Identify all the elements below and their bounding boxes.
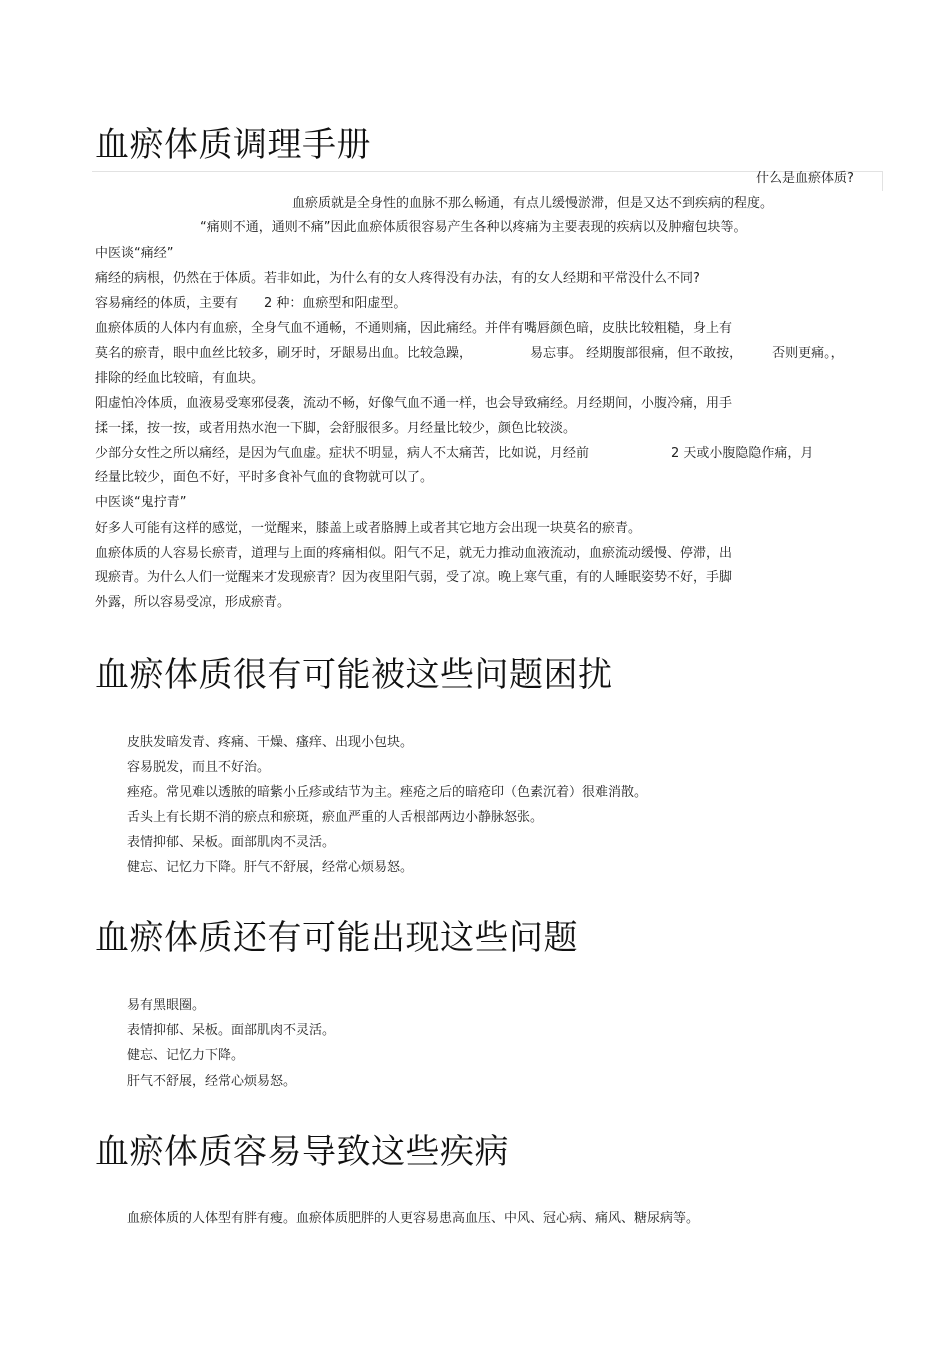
trouble-item: 痤疮。常见难以透脓的暗紫小丘疹或结节为主。痤疮之后的暗疮印（色素沉着）很难消散。 — [127, 785, 648, 800]
dysmenorrhea-paragraph-2-part-a: 容易痛经的体质，主要有 — [95, 296, 239, 311]
intro-definition: 血瘀质就是全身性的血脉不那么畅通，有点儿缓慢淤滞，但是又达不到疾病的程度。 — [292, 196, 774, 211]
bruise-paragraph-2-line-2: 现瘀青。为什么人们一觉醒来才发现瘀青？因为夜里阳气弱，受了凉。晚上寒气重，有的人睡眠姿势不好，手脚 — [95, 570, 733, 585]
problem-item: 易有黑眼圈。 — [127, 998, 206, 1013]
trouble-item: 表情抑郁、呆板。面部肌肉不灵活。 — [127, 835, 336, 850]
section-title-troubles: 血瘀体质很有可能被这些问题困扰 — [95, 655, 613, 695]
page-title: 血瘀体质调理手册 — [95, 125, 371, 165]
dysmenorrhea-paragraph-3-line-2-part-c: 否则更痛。， — [772, 346, 844, 361]
dysmenorrhea-paragraph-3-line-3: 排除的经血比较暗，有血块。 — [95, 371, 265, 386]
dysmenorrhea-paragraph-5-line-1 — [95, 445, 813, 463]
trouble-item: 容易脱发，而且不好治。 — [127, 760, 271, 775]
intro-question: 什么是血瘀体质? — [756, 171, 854, 186]
intro-pain-saying: “痛则不通，通则不痛”因此血瘀体质很容易产生各种以疼痛为主要表现的疾病以及肿瘤包块等。 — [200, 220, 747, 235]
dysmenorrhea-paragraph-3-line-2-part-b: 易忘事。 经期腹部很痛，但不敢按， — [530, 346, 743, 361]
dysmenorrhea-paragraph-2 — [95, 295, 406, 313]
problem-item: 表情抑郁、呆板。面部肌肉不灵活。 — [127, 1023, 336, 1038]
dysmenorrhea-paragraph-5-line-1-part-b: 2 天或小腹隐隐作痛，月 — [671, 446, 814, 461]
dysmenorrhea-paragraph-5-line-1-part-a: 少部分女性之所以痛经，是因为气血虚。症状不明显，病人不太痛苦，比如说，月经前 — [95, 446, 590, 461]
section-title-diseases: 血瘀体质容易导致这些疾病 — [95, 1132, 509, 1172]
bruise-paragraph-2-line-3: 外露，所以容易受凉，形成瘀青。 — [95, 595, 291, 610]
dysmenorrhea-paragraph-4-line-1: 阳虚怕冷体质，血液易受寒邪侵袭，流动不畅，好像气血不通一样，也会导致痛经。月经期间，小腹冷痛，用手 — [95, 396, 733, 411]
section-title-possible-problems: 血瘀体质还有可能出现这些问题 — [95, 918, 578, 958]
dysmenorrhea-paragraph-3-line-2 — [95, 345, 844, 363]
trouble-item: 皮肤发暗发青、疼痛、干燥、瘙痒、出现小包块。 — [127, 735, 414, 750]
trouble-item: 健忘、记忆力下降。肝气不舒展，经常心烦易怒。 — [127, 860, 414, 875]
problem-item: 肝气不舒展，经常心烦易怒。 — [127, 1074, 297, 1089]
bruise-paragraph-2-line-1: 血瘀体质的人容易长瘀青，道理与上面的疼痛相似。阳气不足，就无力推动血液流动，血瘀流动缓慢、停滞，出 — [95, 546, 733, 561]
title-divider-tick — [882, 171, 883, 191]
disease-item: 血瘀体质的人体型有胖有瘦。血瘀体质肥胖的人更容易患高血压、中风、冠心病、痛风、糖尿病等。 — [127, 1211, 700, 1226]
dysmenorrhea-heading: 中医谈“痛经” — [95, 246, 174, 261]
bruise-paragraph-1: 好多人可能有这样的感觉，一觉醒来，膝盖上或者胳膊上或者其它地方会出现一块莫名的瘀青。 — [95, 521, 642, 536]
dysmenorrhea-paragraph-4-line-2: 揉一揉，按一按，或者用热水泡一下脚，会舒服很多。月经量比较少，颜色比较淡。 — [95, 421, 577, 436]
dysmenorrhea-paragraph-5-line-2: 经量比较少，面色不好，平时多食补气血的食物就可以了。 — [95, 470, 434, 485]
bruise-heading: 中医谈“鬼拧青” — [95, 495, 187, 510]
dysmenorrhea-paragraph-1: 痛经的病根，仍然在于体质。若非如此，为什么有的女人疼得没有办法，有的女人经期和平常没什么不同? — [95, 271, 700, 286]
problem-item: 健忘、记忆力下降。 — [127, 1048, 245, 1063]
trouble-item: 舌头上有长期不消的瘀点和瘀斑，瘀血严重的人舌根部两边小静脉怒张。 — [127, 810, 544, 825]
dysmenorrhea-paragraph-3-line-1: 血瘀体质的人体内有血瘀，全身气血不通畅，不通则痛，因此痛经。并伴有嘴唇颜色暗，皮肤比较粗糙，身上有 — [95, 321, 733, 336]
dysmenorrhea-paragraph-2-part-b: 2 种：血瘀型和阳虚型。 — [264, 296, 407, 311]
dysmenorrhea-paragraph-3-line-2-part-a: 莫名的瘀青，眼中血丝比较多，刷牙时，牙龈易出血。比较急躁， — [95, 346, 473, 361]
